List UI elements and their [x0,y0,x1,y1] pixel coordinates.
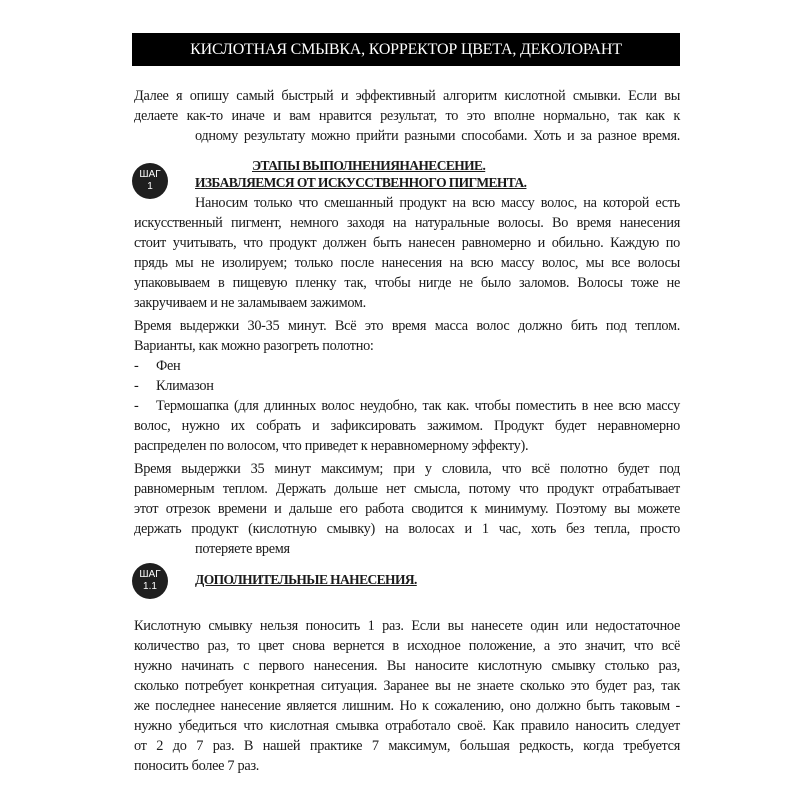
step-1-heading-line-1: ЭТАПЫ ВЫПОЛНЕНИЯНАНЕСЕНИЕ. [252,158,486,173]
list-item [134,356,680,376]
list-item-text: Фен [156,358,181,374]
page-title: КИСЛОТНАЯ СМЫВКА, КОРРЕКТОР ЦВЕТА, ДЕКОЛОРАНТ [190,40,622,58]
list-item [134,396,680,416]
list-item-text: Термошапка (для длинных волос неудобно, так как. чтобы поместить в нее всю массу [156,398,680,414]
list-item-text: Климазон [156,378,214,394]
text-line: сколько потребует конкретная ситуация. Заранее вы не знаете сколько это будет раз, так [134,678,680,694]
text-line: нужно начинать с первого нанесения. Вы наносите кислотную смывку столько раз, [134,658,680,674]
text-line: искусственный пигмент, немного заходя на натуральные волосы. Во время нанесения [134,215,680,231]
intro-paragraph [134,86,680,146]
list-item [134,376,680,396]
text-line: от 2 до 7 раз. В нашей практике 7 максимум, большая редкость, когда требуется [134,738,680,754]
step-1-heading-line-2: ИЗБАВЛЯЕМСЯ ОТ ИСКУССТВЕННОГО ПИГМЕНТА. [195,175,527,190]
list-dash: - [134,398,139,414]
text-line: потеряете время [195,541,290,557]
text-line: нужно убедиться что кислотная смывка отработало своё. Как правило наносить следует [134,718,680,734]
additional-applications-paragraph [134,616,680,776]
text-line: держать продукт (кислотную смывку) на волосах и 1 час, хоть без тепла, просто [134,521,680,537]
text-line: Время выдержки 30-35 минут. Всё это время масса волос должно бить под теплом. [134,318,680,334]
text-line: Наносим только что смешанный продукт на всю массу волос, на которой есть [195,195,680,211]
step-1-1-badge [132,563,168,599]
list-dash: - [134,358,139,374]
list-dash: - [134,378,139,394]
text-line: Далее я опишу самый быстрый и эффективный алгоритм кислотной смывки. Если вы [134,88,680,104]
text-line: Варианты, как можно разогреть полотно: [134,338,374,354]
step-badge-number: 1 [147,181,153,192]
text-line: одному результату можно прийти разными способами. Хоть и за разное время. [195,128,680,144]
step-1-1-heading: ДОПОЛНИТЕЛЬНЫЕ НАНЕСЕНИЯ. [195,572,417,587]
text-line: же последнее нанесение является лишним. Но к сожалению, оно должно быть таковым - [134,698,680,714]
step-1-body [134,193,680,313]
text-line: стоит учитывать, что продукт должен быть нанесен равномерно и обильно. Каждую по [134,235,680,251]
text-line: распределен по волосом, что приведет к неравномерному эффекту). [134,438,529,454]
text-line: Время выдержки 35 минут максимум; при у словила, что всё полотно будет под [134,461,680,477]
text-line: упаковываем в пищевую пленку так, чтобы нигде не было заломов. Волосы тоже не [134,275,680,291]
step-badge-word: ШАГ [139,169,161,180]
text-line: поносить более 7 раз. [134,758,260,774]
max-time-paragraph [134,459,680,559]
text-line: волос, нужно их собрать и зафиксировать зажимом. Продукт будет неравномерно [134,418,680,434]
text-line: делаете как-то иначе и вам нравится результат, то это вполне нормально, так как к [134,108,680,124]
step-badge-word: ШАГ [139,569,161,580]
page-title-banner [132,33,680,66]
text-line: количество раз, то цвет снова вернется в исходное положение, а это значит, что всё [134,638,680,654]
text-line: равномерным теплом. Держать дольше нет смысла, потому что продукт отрабатывает [134,481,680,497]
text-line: этот отрезок времени и дальше его работа сводится к минимуму. Поэтому вы можете [134,501,680,517]
exposure-section [134,316,680,456]
text-line: Кислотную смывку нельзя поносить 1 раз. Если вы нанесете один или недостаточное [134,618,680,634]
step-badge-number: 1.1 [143,581,157,592]
text-line: прядь мы не изолируем; только после нанесения на всю массу волос, мы все волосы [134,255,680,271]
text-line: закручиваем и не заламываем зажимом. [134,295,366,311]
